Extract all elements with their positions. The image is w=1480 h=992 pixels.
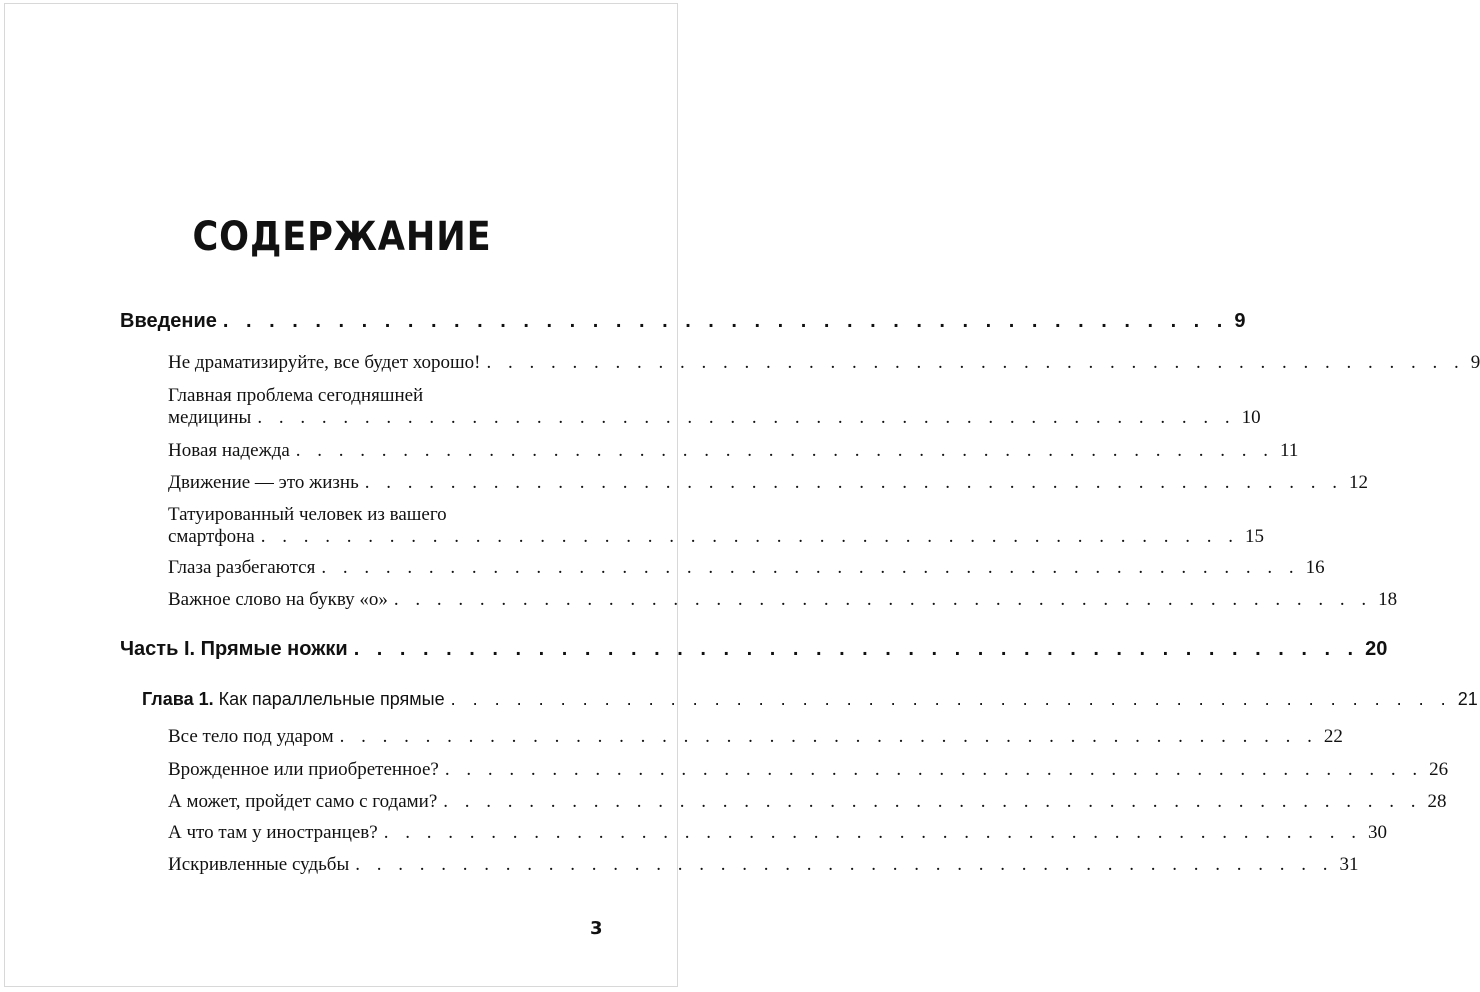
toc-entry[interactable] (168, 504, 1264, 548)
toc-page-number: 21 (1457, 689, 1478, 709)
toc-label: Часть I. Прямые ножки (120, 638, 348, 660)
toc-leader-dots: . . . . . . . . . . . . . . . . . . . . . . . . . . . . . . . . . . . . . . . . . . . . . . (383, 822, 1362, 843)
toc-leader-dots: . . . . . . . . . . . . . . . . . . . . . . . . . . . . . . . . . . . . . . . . . . . . . . (364, 472, 1344, 493)
toc-label: Новая надежда (168, 440, 290, 461)
toc-entry[interactable] (168, 589, 1398, 611)
toc-entry-part1[interactable] (120, 637, 1388, 661)
toc-page-number: 31 (1339, 854, 1359, 875)
toc-page-number: 9 (1234, 310, 1246, 332)
toc-page-number: 12 (1349, 472, 1369, 493)
toc-label-line1: Татуированный человек из вашего (168, 504, 447, 525)
toc-entry[interactable] (168, 854, 1359, 876)
toc-leader-dots: . . . . . . . . . . . . . . . . . . . . . . . . . . . . . . . . . . . . . . . . . . . . (222, 310, 1229, 332)
toc-label: Искривленные судьбы (168, 854, 350, 875)
toc-leader-dots: . . . . . . . . . . . . . . . . . . . . . . . . . . . . . . . . . . . . . . . . . . . . . . (393, 589, 1373, 610)
toc-page-number: 26 (1429, 759, 1449, 780)
toc-label: Врожденное или приобретенное? (168, 759, 439, 780)
toc-entry[interactable] (168, 791, 1447, 813)
toc-leader-dots: . . . . . . . . . . . . . . . . . . . . . . . . . . . . . . . . . . . . . . . . . . . . . . (339, 726, 1318, 747)
toc-label: Движение — это жизнь (168, 472, 359, 493)
toc-page-number: 30 (1367, 822, 1387, 843)
toc-page-number: 11 (1280, 440, 1299, 461)
toc-label: Введение (120, 310, 217, 332)
chapter-prefix: Глава 1. (142, 689, 214, 709)
toc-leader-dots: . . . . . . . . . . . . . . . . . . . . . . . . . . . . . . . . . . . . . . . . . . . . . . (295, 440, 1275, 461)
toc-label: Как параллельные прямые (218, 689, 445, 709)
toc-page-number: 22 (1323, 726, 1343, 747)
toc-entry[interactable] (168, 759, 1449, 781)
toc-entry[interactable] (168, 822, 1387, 844)
toc-label: А что там у иностранцев? (168, 822, 378, 843)
toc-label: Глаза разбегаются (168, 557, 316, 578)
toc-label: медицины (168, 407, 252, 428)
toc-leader-dots: . . . . . . . . . . . . . . . . . . . . . . . . . . . . . . . . . . . . . . . . . . . . . . (450, 689, 1452, 709)
toc-leader-dots: . . . . . . . . . . . . . . . . . . . . . . . . . . . . . . . . . . . . . . . . . . . . . . (443, 791, 1422, 812)
page-title: СОДЕРЖАНИЕ (192, 214, 492, 260)
toc-entry[interactable] (168, 352, 1480, 374)
toc-entry[interactable] (168, 726, 1343, 748)
toc-entry[interactable] (168, 472, 1369, 494)
toc-page-number: 16 (1305, 557, 1325, 578)
toc-label: А может, пройдет само с годами? (168, 791, 438, 812)
toc-page-number: 15 (1244, 526, 1264, 547)
toc-leader-dots: . . . . . . . . . . . . . . . . . . . . . . . . . . . . . . . . . . . . . . . . . . . . . . (260, 526, 1239, 547)
toc-entry-chapter1[interactable] (142, 688, 1478, 710)
toc-page-number: 10 (1241, 407, 1261, 428)
page-number: 3 (590, 918, 603, 939)
toc-page-number: 28 (1427, 791, 1447, 812)
toc-entry[interactable] (168, 440, 1299, 462)
toc-page-number: 18 (1378, 589, 1398, 610)
toc-leader-dots: . . . . . . . . . . . . . . . . . . . . . . . . . . . . . . . . . . . . . . . . . . . . . . (257, 407, 1236, 428)
toc-leader-dots: . . . . . . . . . . . . . . . . . . . . . . . . . . . . . . . . . . . . . . . . . . . . . . (355, 854, 1334, 875)
toc-label: Все тело под ударом (168, 726, 334, 747)
toc-page-number: 9 (1470, 352, 1480, 373)
toc-entry[interactable] (168, 557, 1325, 579)
toc-label: Не драматизируйте, все будет хорошо! (168, 352, 481, 373)
toc-label: смартфона (168, 526, 255, 547)
toc-leader-dots: . . . . . . . . . . . . . . . . . . . . . . . . . . . . . . . . . . . . . . . . . . . . . . (444, 759, 1424, 780)
toc-page-number: 20 (1365, 638, 1388, 660)
toc-label-line1: Главная проблема сегодняшней (168, 385, 424, 406)
toc-entry[interactable] (168, 385, 1261, 429)
toc-leader-dots: . . . . . . . . . . . . . . . . . . . . . . . . . . . . . . . . . . . . . . . . . . . . . . (321, 557, 1300, 578)
toc-leader-dots: . . . . . . . . . . . . . . . . . . . . . . . . . . . . . . . . . . . . . . . . . . . . . . (486, 352, 1465, 373)
toc-entry-intro[interactable] (120, 309, 1246, 333)
toc-label: Важное слово на букву «о» (168, 589, 388, 610)
toc-leader-dots: . . . . . . . . . . . . . . . . . . . . . . . . . . . . . . . . . . . . . . . . . . . . (353, 638, 1360, 660)
